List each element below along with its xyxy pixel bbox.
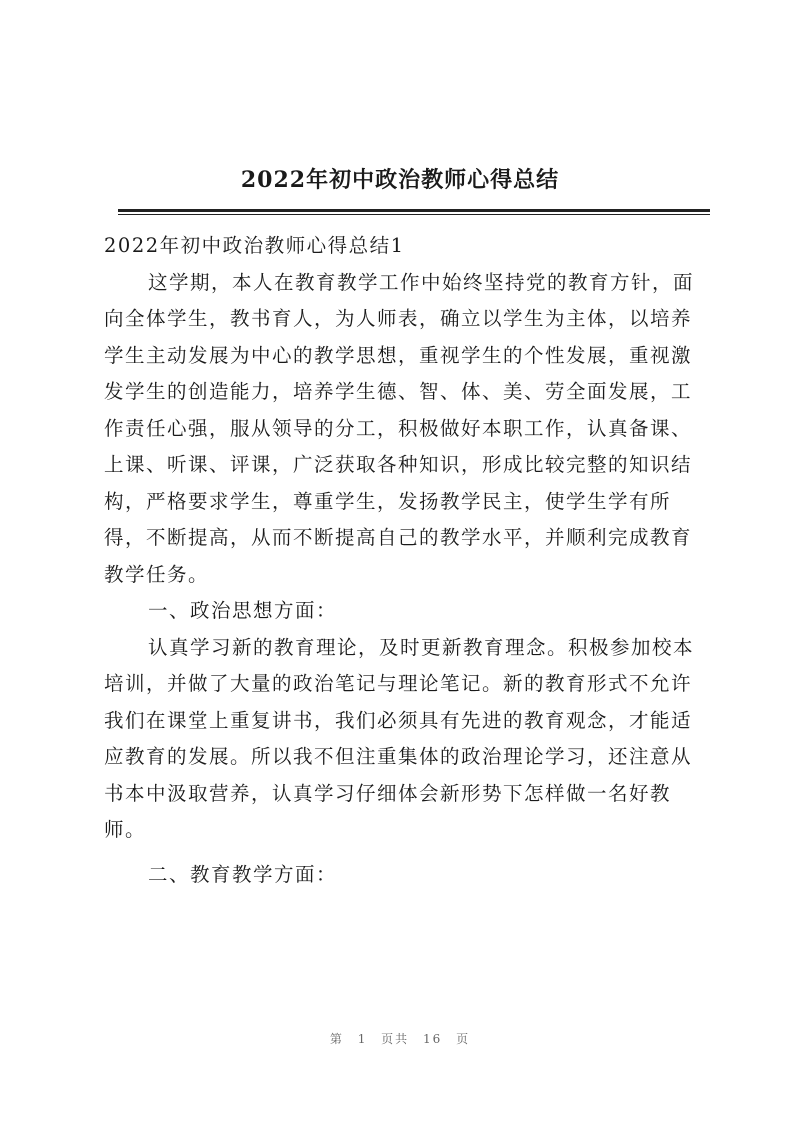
paragraph-line: 得，不断提高，从而不断提高自己的教学水平，并顺利完成教育	[104, 526, 693, 549]
paragraph-intro	[104, 265, 716, 594]
paragraph-line: 应教育的发展。所以我不但注重集体的政治理论学习，还注意从	[104, 745, 693, 768]
footer-suffix: 页	[456, 1032, 471, 1046]
paragraph-line: 学生主动发展为中心的教学思想，重视学生的个性发展，重视激	[104, 343, 693, 367]
paragraph-line: 认真学习新的教育理论，及时更新教育理念。积极参加校本	[148, 635, 695, 659]
paragraph-line: 构，严格要求学生，尊重学生，发扬教学民主，使学生学有所	[104, 489, 672, 513]
page-footer	[0, 1030, 800, 1047]
footer-middle: 页共	[381, 1032, 410, 1046]
paragraph-line: 培训，并做了大量的政治笔记与理论笔记。新的教育形式不允许	[104, 672, 693, 695]
paragraph-line: 向全体学生，教书育人，为人师表，确立以学生为主体，以培养	[104, 307, 693, 330]
paragraph-line: 教学任务。	[104, 562, 210, 586]
paragraph-politics	[104, 630, 716, 849]
document-body	[104, 228, 716, 893]
footer-prefix: 第	[329, 1032, 344, 1046]
title-rule-thick	[118, 209, 710, 212]
document-title: 2022年初中政治教师心得总结	[240, 167, 560, 193]
section-subtitle: 2022年初中政治教师心得总结1	[104, 234, 405, 257]
paragraph-line: 师。	[104, 818, 147, 841]
footer-total-pages: 16	[423, 1032, 443, 1046]
section-heading-politics: 一、政治思想方面：	[148, 599, 338, 622]
paragraph-line: 上课、听课、评课，广泛获取各种知识，形成比较完整的知识结	[104, 453, 693, 476]
paragraph-line: 书本中汲取营养，认真学习仔细体会新形势下怎样做一名好教	[104, 781, 672, 805]
footer-page-number: 1	[357, 1032, 368, 1046]
section-heading-teaching: 二、教育教学方面：	[148, 862, 338, 886]
paragraph-line: 我们在课堂上重复讲书，我们必须具有先进的教育观念，才能适	[104, 708, 693, 732]
paragraph-line: 这学期，本人在教育教学工作中始终坚持党的教育方针，面	[148, 270, 695, 294]
title-rule-thin	[118, 214, 710, 215]
paragraph-line: 发学生的创造能力，培养学生德、智、体、美、劳全面发展，工	[104, 380, 693, 403]
paragraph-line: 作责任心强，服从领导的分工，积极做好本职工作，认真备课、	[104, 416, 693, 440]
